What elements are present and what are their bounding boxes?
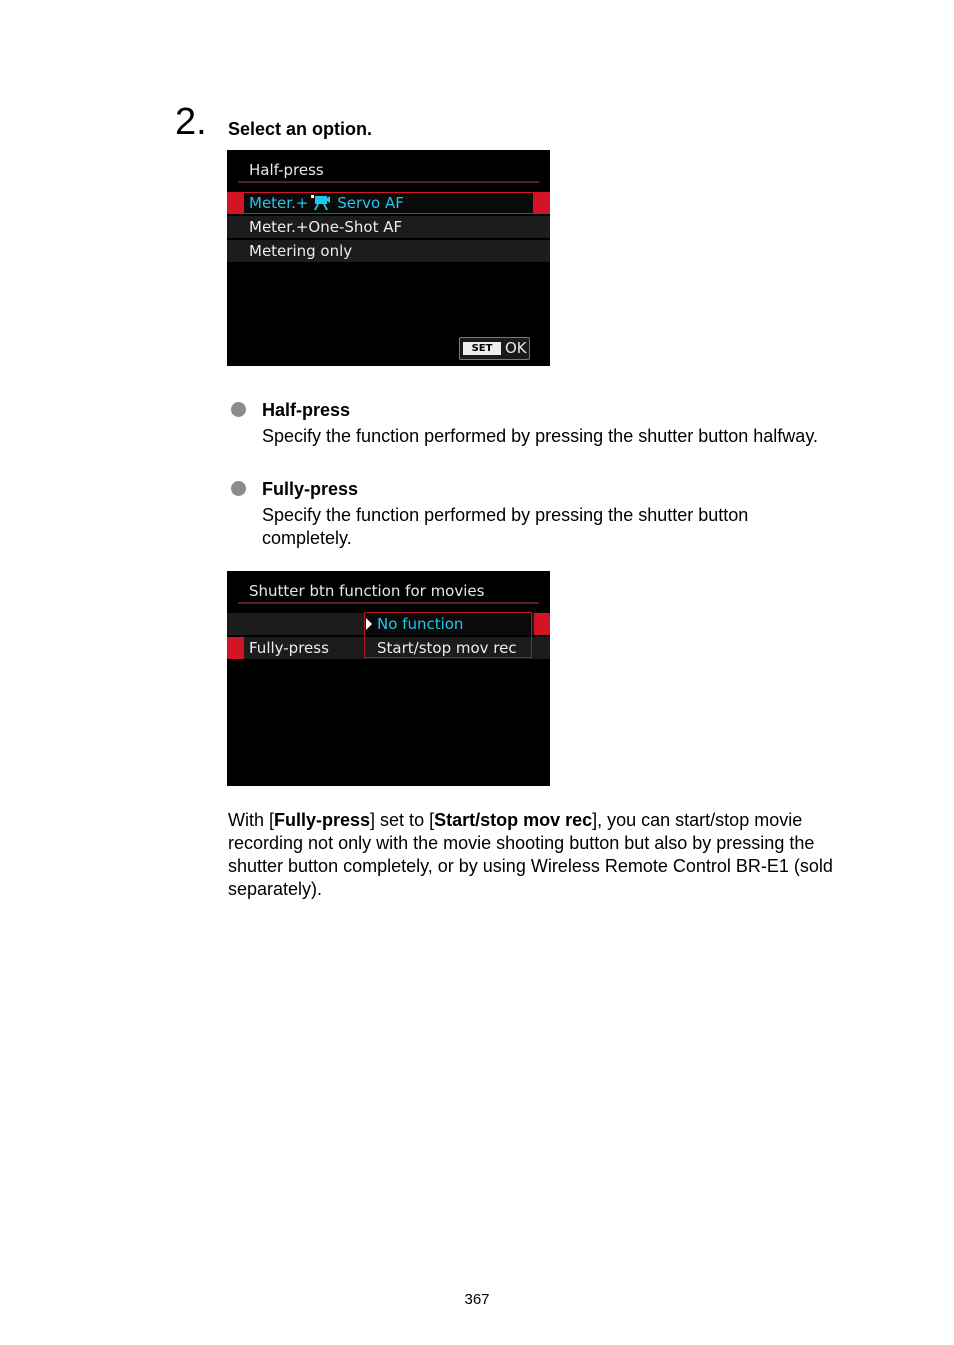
menu-option-meter-one-shot-af[interactable]	[227, 216, 550, 238]
bullet-icon	[231, 481, 246, 496]
selection-highlight-left	[227, 637, 244, 659]
half-press-menu-screenshot	[227, 150, 550, 366]
explanation-paragraph: With [Fully-press] set to [Start/stop mov rec], you can start/stop movie recording not only with the movie shooting button but also by pressing the shutter button completely, or by using Wireless Remote Control BR-E1 (sold separately).	[228, 810, 833, 899]
ok-label: OK	[505, 339, 527, 357]
row-label: Fully-press	[249, 639, 329, 657]
option-start-stop-mov-rec[interactable]: Start/stop mov rec	[377, 639, 517, 657]
step-number: 2.	[175, 101, 207, 143]
menu-title-divider	[238, 602, 539, 604]
menu-option-meter-servo-af[interactable]	[227, 192, 550, 214]
option-label: Meter.+ Servo AF	[249, 194, 404, 212]
menu-title: Half-press	[249, 161, 324, 179]
bullet-desc-half-press: Specify the function performed by pressing the shutter button halfway.	[262, 426, 818, 446]
selection-highlight-right	[534, 613, 550, 635]
movie-camera-icon	[310, 195, 330, 210]
menu-title-divider	[238, 181, 539, 183]
option-label: Meter.+One-Shot AF	[249, 218, 403, 236]
set-ok-button[interactable]	[459, 337, 530, 360]
bullet-desc-fully-press: Specify the function performed by pressing the shutter button completely.	[262, 505, 749, 548]
option-label: Metering only	[249, 242, 353, 260]
selection-arrow-icon	[366, 618, 372, 630]
bullet-title-fully-press: Fully-press	[262, 479, 359, 499]
shutter-btn-function-screenshot	[227, 571, 550, 786]
menu-option-metering-only[interactable]	[227, 240, 550, 262]
set-badge: SET	[463, 342, 501, 355]
step-title: Select an option.	[228, 119, 373, 139]
bullet-icon	[231, 402, 246, 417]
page-number: 367	[464, 1291, 490, 1308]
bullet-title-half-press: Half-press	[262, 400, 351, 420]
option-no-function[interactable]: No function	[377, 615, 464, 633]
menu-title: Shutter btn function for movies	[249, 582, 485, 600]
